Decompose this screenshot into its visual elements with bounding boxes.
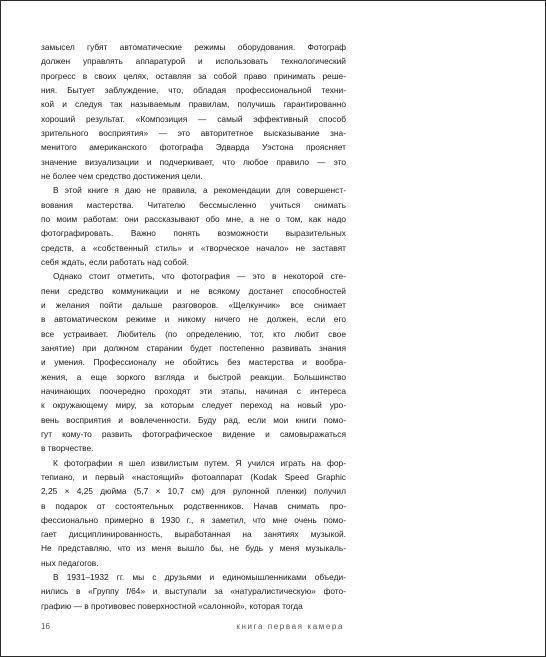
text-line: и желания пойти дальше разговоров. «Щелкунчик» все снимает (41, 299, 346, 310)
body-text (41, 40, 346, 613)
text-line: в подарок от состоятельных родственников. Начав снимать про- (41, 500, 346, 511)
text-line: фессионально примерно в 1930 г., я заметил, что мне очень помо- (41, 514, 346, 525)
text-line: тепиано, и первый «настоящий» фотоаппарат (Kodak Speed Graphic (41, 471, 346, 482)
text-line: все устраивает. Любитель (по определению, тот, кто любит свое (41, 328, 346, 339)
text-line: по моим работам: они рассказывают обо мне, а не о том, как надо (41, 213, 346, 224)
text-line: фотографировать. Важно понять возможности выразительных (41, 228, 346, 239)
paragraph (41, 40, 346, 183)
paragraph (41, 456, 346, 571)
text-line: Не представляю, что из меня вышло бы, не будь у меня музыкаль- (41, 543, 346, 554)
text-line: нились в «Группу f/64» и выступали за «натуралистическую» фото- (41, 586, 346, 597)
text-line: менитого американского фотографа Эдварда Уэстона проясняет (41, 142, 346, 153)
text-line: кой и следуя так называемым правилам, получишь гарантированно (41, 99, 346, 110)
text-line: вень восприятия и вовлеченности. Буду рад, если мои книги помо- (41, 414, 346, 425)
text-line: В 1931–1932 гг. мы с друзьями и единомышленниками объеди- (53, 572, 346, 583)
page-number: 16 (41, 622, 50, 631)
text-line: замысел губят автоматические режимы оборудования. Фотограф (41, 42, 346, 52)
text-line: 2,25 × 4,25 дюйма (5,7 × 10,7 см) для рулонной пленки) получил (41, 486, 346, 497)
text-line: графию — в противовес поверхностной «салонной», которая тогда (41, 600, 303, 611)
text-line: жения, а еще зоркого взгляда и быстрой реакции. Большинство (41, 371, 346, 382)
text-line: вования мастерства. Читателю бессмысленно учиться снимать (41, 199, 346, 210)
text-line: и умения. Профессионалу не обойтись без мастерства и вообра- (41, 357, 346, 368)
text-line: Однако стоит отметить, что фотография — это в некоторой сте- (53, 271, 346, 282)
running-head: книга первая камера (236, 622, 344, 631)
text-line: в автоматическом режиме и никому ничего не должен, если его (41, 314, 346, 325)
text-line: к окружающему миру, за которым следует переход на новый уро- (41, 400, 346, 411)
paragraph (41, 570, 346, 613)
text-line: ных педагогов. (41, 557, 99, 568)
text-line: значение визуализации и подчеркивает, что любое правило — это (41, 156, 346, 167)
text-line: В этой книге я даю не правила, а рекомендации для совершенст- (53, 185, 346, 196)
text-line: К фотографии я шел извилистым путем. Я учился играть на фор- (53, 457, 346, 468)
paragraph (41, 183, 346, 269)
text-line: занятие) при должном старании будет постепенно развивать знания (41, 342, 346, 353)
text-line: хороший результат. «Композиция — самый эффективный способ (41, 113, 346, 124)
text-line: гут кому-то развить фотографическое видение и самовыражаться (41, 428, 346, 439)
text-line: в творчестве. (41, 443, 94, 454)
text-line: ния. Бытует заблуждение, что, обладая профессиональной техни- (41, 84, 346, 95)
text-line: не более чем средство достижения цели. (41, 170, 203, 181)
text-line: гает дисциплинированность, выработанная на занятиях музыкой. (41, 529, 346, 540)
text-line: себя ждать, если работать над собой. (41, 256, 190, 267)
text-line: прогресс в своих целях, оставляя за собой право принимать реше- (41, 70, 346, 81)
text-line: начинающих поочередно проходят эти этапы, начиная с интереса (41, 385, 346, 396)
text-line: должен управлять аппаратурой и использовать технологический (41, 56, 346, 67)
text-line: пени средство коммуникации и не всякому достанет способностей (41, 285, 346, 296)
text-line: средств, а «собственный стиль» и «творческое начало» не заставят (41, 242, 346, 253)
text-line: зрительного восприятия» — это авторитетное высказывание зна- (41, 127, 346, 138)
paragraph (41, 269, 346, 455)
